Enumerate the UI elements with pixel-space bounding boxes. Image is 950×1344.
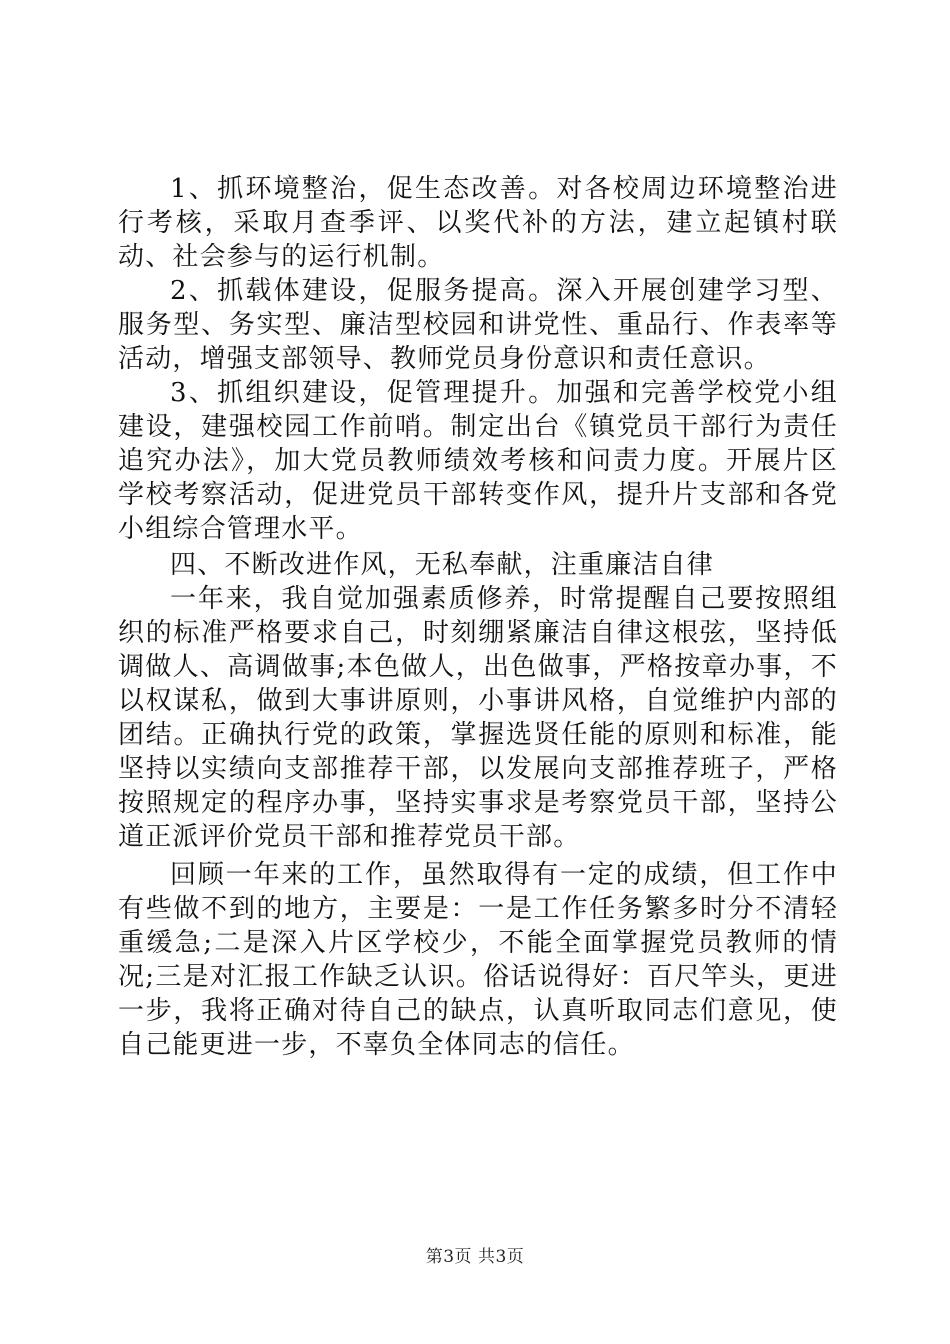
paragraph-carrier-building: 2、抓载体建设，促服务提高。深入开展创建学习型、服务型、务实型、廉洁型校园和讲党性、重品行、作表率等活动，增强支部领导、教师党员身份意识和责任意识。 [118, 276, 838, 374]
document-body [118, 172, 838, 1062]
section-heading-four: 四、不断改进作风，无私奉献，注重廉洁自律 [170, 550, 715, 580]
paragraph-environment: 1、抓环境整治，促生态改善。对各校周边环境整治进行考核，采取月查季评、以奖代补的方法，建立起镇村联动、社会参与的运行机制。 [118, 174, 838, 272]
paragraph-self-discipline: 一年来，我自觉加强素质修养，时常提醒自己要按照组织的标准严格要求自己，时刻绷紧廉洁自律这根弦，坚持低调做人、高调做事;本色做人，出色做事，严格按章办事，不以权谋私，做到大事讲原则，小事讲风格，自觉维护内部的团结。正确执行党的政策，掌握选贤任能的原则和标准，能坚持以实绩向支部推荐干部，以发展向支部推荐班子，严格按照规定的程序办事，坚持实事求是考察党员干部，坚持公道正派评价党员干部和推荐党员干部。 [118, 584, 838, 852]
paragraph-organization-building: 3、抓组织建设，促管理提升。加强和完善学校党小组建设，建强校园工作前哨。制定出台《镇党员干部行为责任追究办法》，加大党员教师绩效考核和问责力度。开展片区学校考察活动，促进党员干部转变作风，提升片支部和各党小组综合管理水平。 [118, 378, 838, 544]
page-number-footer: 第3页 共3页 [425, 1247, 525, 1267]
paragraph-review: 回顾一年来的工作，虽然取得有一定的成绩，但工作中有些做不到的地方，主要是：一是工作任务繁多时分不清轻重缓急;二是深入片区学校少，不能全面掌握党员教师的情况;三是对汇报工作缺乏认识。俗话说得好：百尺竿头，更进一步，我将正确对待自己的缺点，认真听取同志们意见，使自己能更进一步，不辜负全体同志的信任。 [118, 860, 838, 1060]
